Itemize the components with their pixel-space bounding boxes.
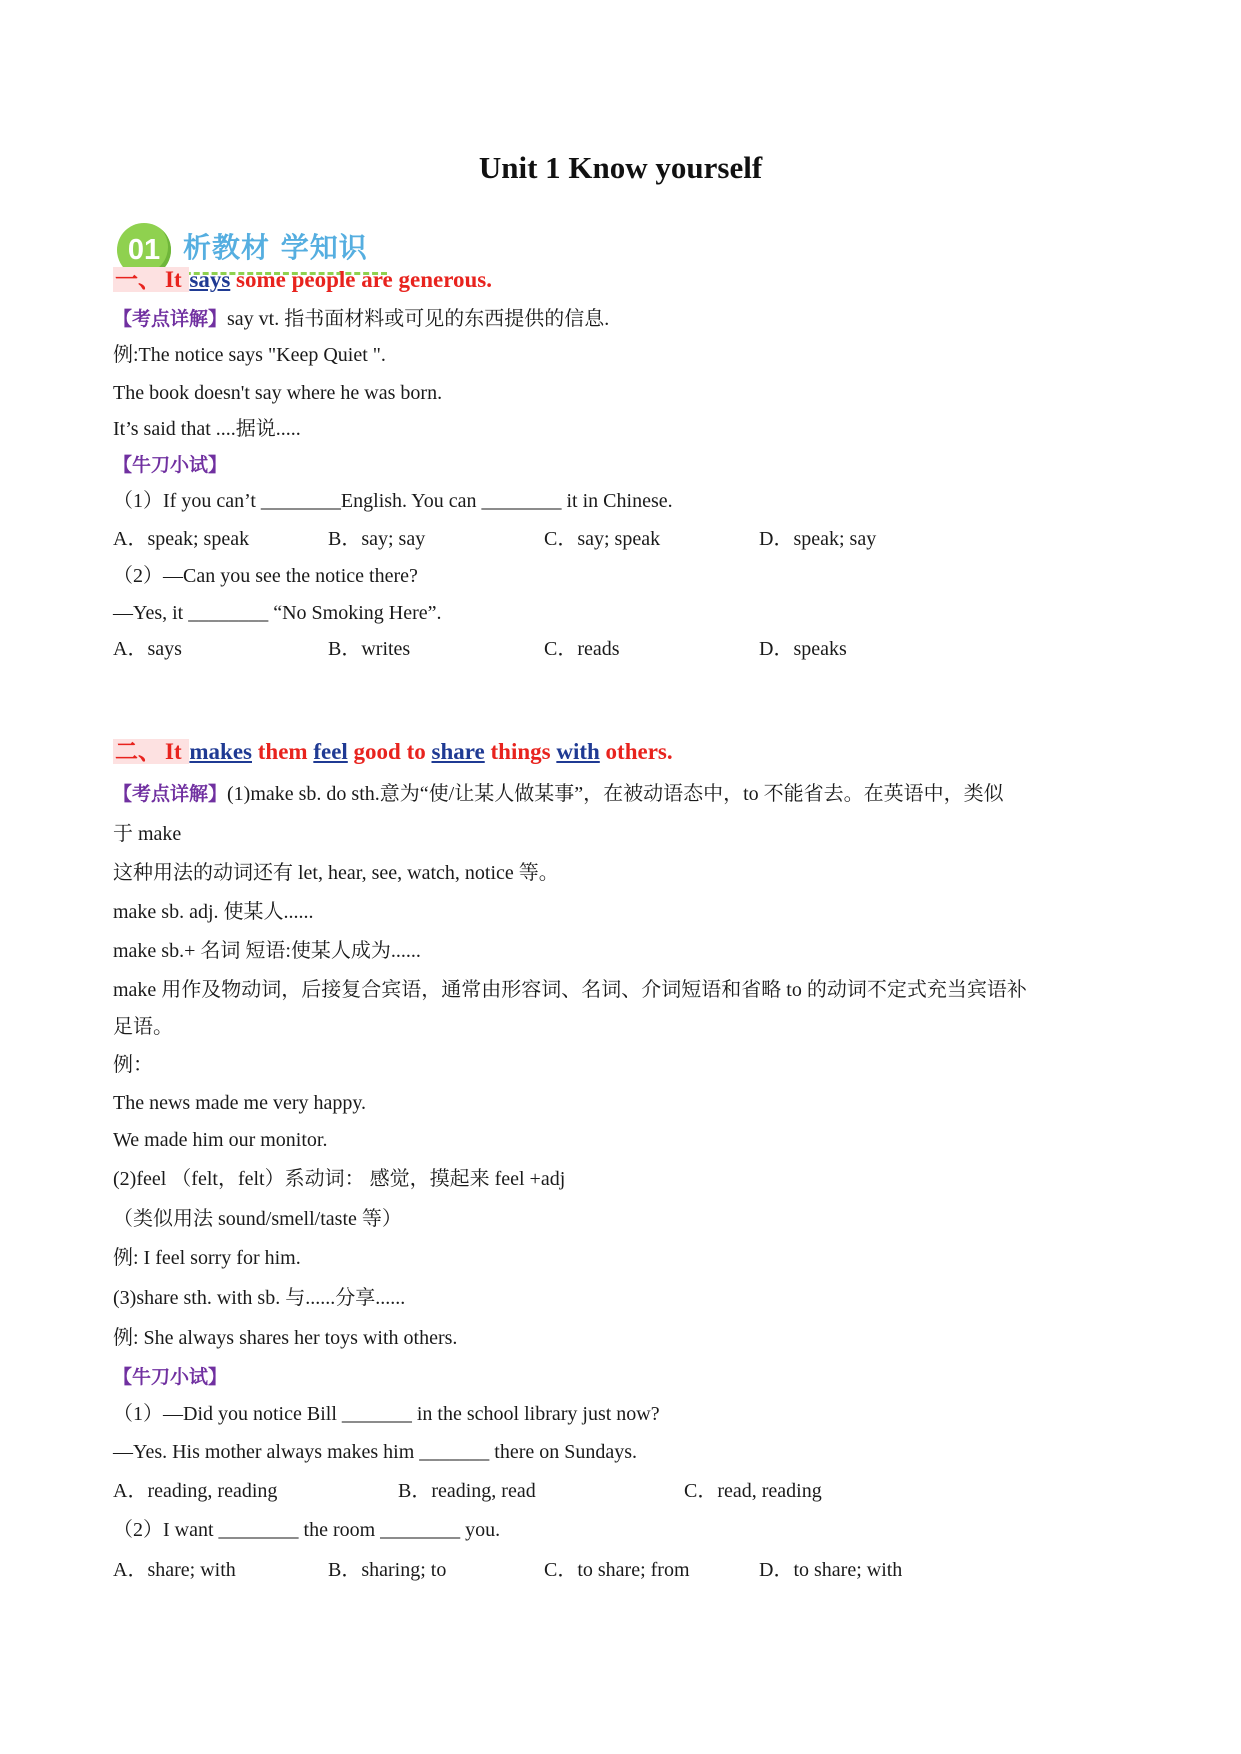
s2-question-2: （2）I want ________ the room ________ you. (113, 1519, 501, 1541)
s1-q2-option-d: D．speaks (759, 638, 847, 660)
s1-question-2-answer: —Yes, it ________ “No Smoking Here”. (113, 602, 442, 624)
s1-q2-option-c: C．reads (544, 638, 620, 660)
s2-line-5: make sb.+ 名词 短语:使某人成为...... (113, 940, 421, 962)
s2-question-1-answer: —Yes. His mother always makes him _______ there on Sundays. (113, 1441, 638, 1463)
s1-example-2: The book doesn't say where he was born. (113, 382, 443, 404)
keyword-feel: feel (313, 739, 348, 764)
s2-line-15: 例: She always shares her toys with others. (113, 1327, 458, 1349)
detail-tag: 【考点详解】 (113, 308, 228, 330)
s1-example-3: It’s said that ....据说..... (113, 418, 301, 440)
s2-line-11: (2)feel （felt，felt）系动词： 感觉，摸起来 feel +adj (113, 1168, 566, 1190)
keyword-with: with (556, 739, 600, 764)
s1-q1-option-c: C．say; speak (544, 528, 661, 550)
keyword-makes: makes (189, 739, 252, 764)
section1-heading: 一、 It says some people are generous. (115, 267, 492, 292)
keyword-says: says (189, 267, 231, 292)
s1-example-1: 例:The notice says "Keep Quiet ". (113, 344, 386, 366)
s1-q1-option-b: B．say; say (328, 528, 426, 550)
s2-q1-option-b: B．reading, read (398, 1480, 536, 1502)
s2-line-2: 于 make (113, 823, 182, 845)
section2-heading-number: 二、 (115, 739, 161, 764)
s2-line-14: (3)share sth. with sb. 与......分享...... (113, 1287, 406, 1309)
keyword-share: share (431, 739, 485, 764)
s1-quiz-tag: 【牛刀小试】 (113, 454, 228, 476)
s2-question-1: （1）—Did you notice Bill _______ in the school library just now? (113, 1403, 660, 1425)
page-title: Unit 1 Know yourself (478, 150, 763, 185)
s2-q2-option-b: B．sharing; to (328, 1559, 447, 1581)
s2-q1-option-a: A．reading, reading (113, 1480, 278, 1502)
section1-heading-number: 一、 (115, 267, 161, 292)
s2-line-6: make 用作及物动词，后接复合宾语，通常由形容词、名词、介词短语和省略 to 的动词不定式充当宾语补 (113, 979, 1027, 1001)
s2-q2-option-d: D．to share; with (759, 1559, 903, 1581)
s2-detail: 【考点详解】(1)make sb. do sth.意为“使/让某人做某事”，在被动语态中，to 不能省去。在英语中，类似 (113, 783, 1004, 805)
s2-line-4: make sb. adj. 使某人...... (113, 901, 314, 923)
s2-line-7: 足语。 (113, 1016, 173, 1038)
s2-quiz-tag: 【牛刀小试】 (113, 1366, 228, 1388)
s2-line-10: We made him our monitor. (113, 1129, 328, 1151)
s2-line-13: 例: I feel sorry for him. (113, 1247, 301, 1269)
s2-line-12: （类似用法 sound/smell/taste 等） (113, 1208, 402, 1230)
section2-heading: 二、 It makes them feel good to share things with others. (115, 739, 673, 764)
detail-tag: 【考点详解】 (113, 783, 228, 805)
s2-line-8: 例： (113, 1054, 153, 1076)
s1-q2-option-b: B．writes (328, 638, 411, 660)
s2-line-3: 这种用法的动词还有 let, hear, see, watch, notice 等。 (113, 862, 559, 884)
s2-q2-option-c: C．to share; from (544, 1559, 690, 1581)
s1-question-2: （2）—Can you see the notice there? (113, 565, 418, 587)
s2-q2-option-a: A．share; with (113, 1559, 236, 1581)
s1-q1-option-a: A．speak; speak (113, 528, 250, 550)
s1-q1-option-d: D．speak; say (759, 528, 877, 550)
section-label: 析教材 学知识 (183, 231, 368, 264)
s2-line-9: The news made me very happy. (113, 1092, 367, 1114)
s1-question-1: （1）If you can’t ________English. You can ________ it in Chinese. (113, 490, 673, 512)
s1-q2-option-a: A．says (113, 638, 182, 660)
section-number: 01 (117, 223, 171, 277)
s1-detail: 【考点详解】say vt. 指书面材料或可见的东西提供的信息. (113, 308, 610, 330)
s2-q1-option-c: C．read, reading (684, 1480, 822, 1502)
